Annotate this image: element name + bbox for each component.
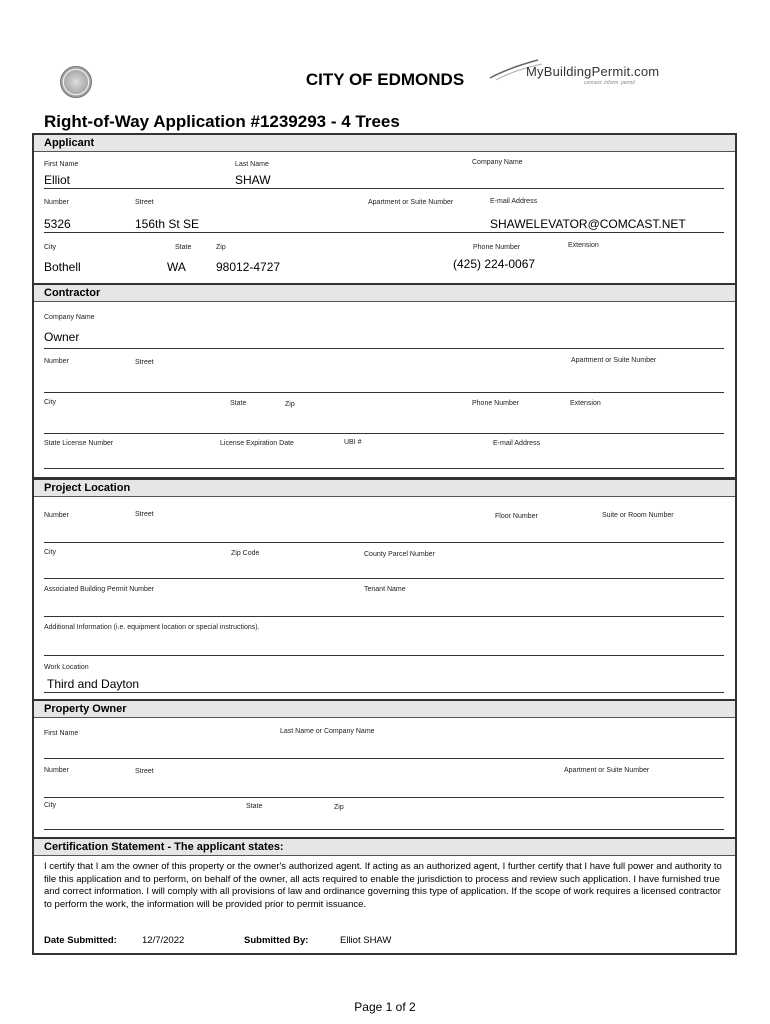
- floor-label: Floor Number: [495, 513, 538, 520]
- section-heading: Project Location: [34, 480, 735, 497]
- field-underline: [44, 542, 724, 543]
- street-value[interactable]: 156th St SE: [135, 217, 200, 231]
- mybuildingpermit-logo: [488, 58, 668, 88]
- first-name-label: First Name: [44, 730, 79, 737]
- suite-label: Suite or Room Number: [602, 512, 674, 519]
- street-label: Street: [135, 768, 154, 775]
- field-underline: [44, 655, 724, 656]
- last-name-label: Last Name or Company Name: [280, 728, 375, 735]
- number-value[interactable]: 5326: [44, 217, 71, 231]
- section-heading: Contractor: [34, 285, 735, 302]
- extension-label: Extension: [568, 242, 599, 249]
- city-label: City: [44, 244, 57, 251]
- state-label: State: [230, 400, 247, 407]
- phone-value[interactable]: (425) 224-0067: [453, 257, 536, 271]
- extension-label: Extension: [570, 400, 601, 407]
- city-title: CITY OF EDMONDS: [305, 70, 465, 89]
- field-underline: [44, 692, 724, 693]
- field-underline: [44, 616, 724, 617]
- company-name-label: Company Name: [472, 159, 523, 166]
- zip-label: Zip: [216, 244, 226, 251]
- street-label: Street: [135, 359, 154, 366]
- number-label: Number: [44, 199, 69, 206]
- work-location-label: Work Location: [44, 664, 89, 671]
- ubi-label: UBI #: [344, 439, 362, 446]
- city-label: City: [44, 549, 57, 556]
- work-location-value[interactable]: Third and Dayton: [47, 677, 140, 691]
- additional-info-label: Additional Information (i.e. equipment location or special instructions).: [44, 624, 260, 631]
- city-label: City: [44, 802, 57, 809]
- date-submitted-value: 12/7/2022: [142, 935, 185, 946]
- section-heading: Applicant: [34, 135, 735, 152]
- last-name-label: Last Name: [235, 161, 269, 168]
- city-label: City: [44, 399, 57, 406]
- field-underline: [44, 232, 724, 233]
- apt-label: Apartment or Suite Number: [368, 199, 454, 206]
- zip-code-label: Zip Code: [231, 550, 260, 557]
- state-label: State: [175, 244, 192, 251]
- apt-label: Apartment or Suite Number: [571, 357, 657, 364]
- application-title: Right-of-Way Application #1239293 - 4 Trees: [44, 112, 400, 131]
- number-label: Number: [44, 767, 69, 774]
- property-owner-section: [32, 699, 737, 839]
- project-location-section: [32, 478, 737, 701]
- phone-label: Phone Number: [473, 244, 521, 251]
- number-label: Number: [44, 358, 69, 365]
- zip-value[interactable]: 98012-4727: [216, 260, 281, 274]
- tenant-label: Tenant Name: [364, 586, 406, 593]
- permit-label: Associated Building Permit Number: [44, 586, 155, 593]
- field-underline: [44, 578, 724, 579]
- email-label: E-mail Address: [490, 198, 538, 205]
- submitted-by-label: Submitted By:: [244, 935, 309, 946]
- field-underline: [44, 829, 724, 830]
- field-underline: [44, 433, 724, 434]
- first-name-label: First Name: [44, 161, 79, 168]
- field-underline: [44, 468, 724, 469]
- zip-label: Zip: [334, 804, 344, 811]
- street-label: Street: [135, 511, 154, 518]
- section-heading: Property Owner: [34, 701, 735, 718]
- license-exp-label: License Expiration Date: [220, 440, 294, 447]
- logo-tagline: connect. inform. permit: [584, 80, 635, 86]
- date-submitted-label: Date Submitted:: [44, 935, 117, 946]
- last-name-value[interactable]: SHAW: [235, 173, 271, 187]
- field-underline: [44, 797, 724, 798]
- submitted-by-value: Elliot SHAW: [340, 935, 392, 946]
- phone-label: Phone Number: [472, 400, 520, 407]
- logo-text: MyBuildingPermit.com: [526, 64, 660, 79]
- license-label: State License Number: [44, 440, 114, 447]
- first-name-value[interactable]: Elliot: [44, 173, 71, 187]
- apt-label: Apartment or Suite Number: [564, 767, 650, 774]
- city-value[interactable]: Bothell: [44, 260, 81, 274]
- field-underline: [44, 188, 724, 189]
- field-underline: [44, 392, 724, 393]
- number-label: Number: [44, 512, 69, 519]
- street-label: Street: [135, 199, 154, 206]
- zip-label: Zip: [285, 401, 295, 408]
- applicant-section: [32, 133, 737, 285]
- field-underline: [44, 348, 724, 349]
- email-value[interactable]: SHAWELEVATOR@COMCAST.NET: [490, 217, 686, 231]
- company-name-label: Company Name: [44, 314, 95, 321]
- contractor-section: [32, 283, 737, 479]
- email-label: E-mail Address: [493, 440, 541, 447]
- state-value[interactable]: WA: [167, 260, 186, 274]
- section-heading: Certification Statement - The applicant states:: [34, 839, 735, 856]
- state-label: State: [246, 803, 263, 810]
- company-name-value[interactable]: Owner: [44, 330, 80, 344]
- certification-text: I certify that I am the owner of this property or the owner's authorized agent. If acting as an authorized agent, I further certify that I have full power and authority to file this application and to perform, on behalf of the owner, all acts required to enable the jurisdiction to process and review such application. I have furnished true and correct information. I will comply with all provisions of law and ordinance governing this type of application. If the scope of work requires a licensed contractor to perform the work, the information will be provided prior to permit issuance.: [44, 861, 722, 910]
- page-number: Page 1 of 2: [354, 1000, 416, 1014]
- field-underline: [44, 758, 724, 759]
- certification-section: [32, 837, 737, 955]
- parcel-label: County Parcel Number: [364, 551, 435, 558]
